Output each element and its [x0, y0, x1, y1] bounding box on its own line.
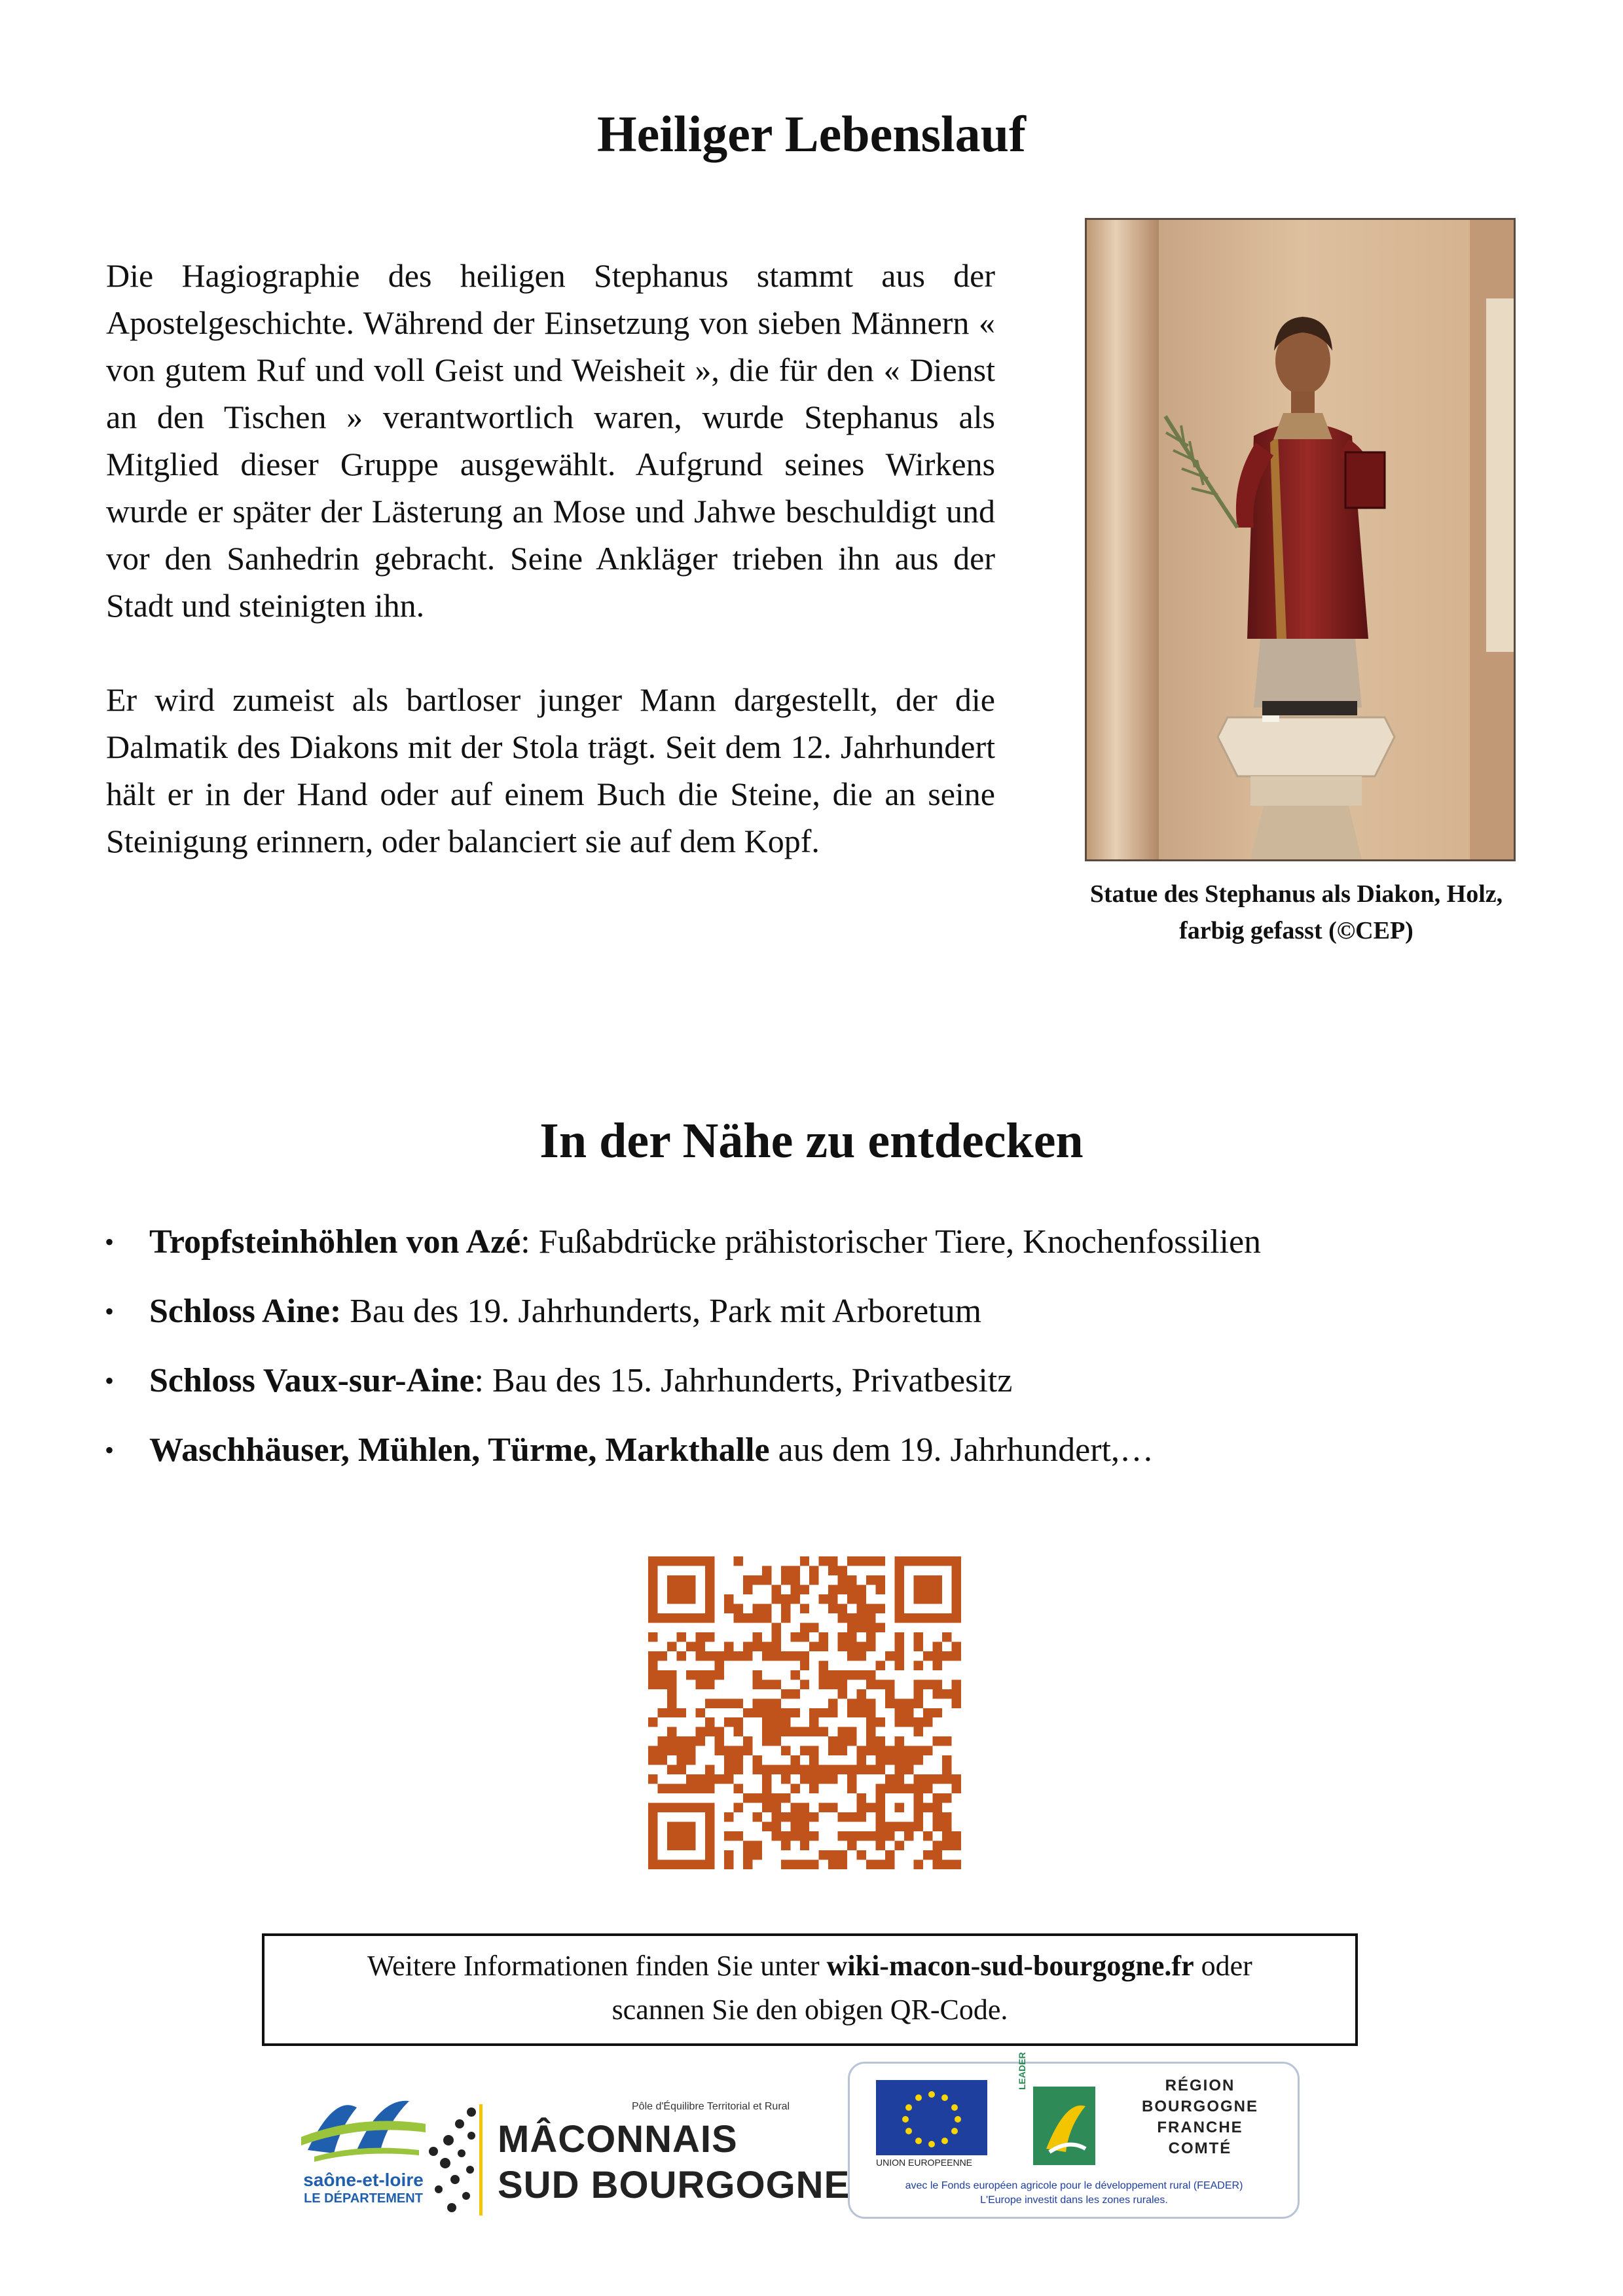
region-line-3: FRANCHE — [1157, 2119, 1243, 2136]
saone-line-1: saône-et-loire — [303, 2170, 424, 2190]
region-logo — [1118, 2075, 1282, 2159]
info-text-after: oder — [1194, 1950, 1252, 1982]
info-line-2: scannen Sie den obigen QR-Code. — [611, 1994, 1008, 2026]
paragraph-2: Er wird zumeist als bartloser junger Mann dargestellt, der die Dalmatik des Diakons mit der Stola trägt. Seit dem 12. Jahrhundert hält er in der Hand oder auf einem Buch die Steine, die an seine Steinigung erinnern, oder balanciert sie auf dem Kopf. — [106, 681, 995, 859]
saone-et-loire-logo — [295, 2088, 432, 2212]
item-name: Waschhäuser, Mühlen, Türme, Markthalle — [149, 1431, 770, 1469]
item-description: aus dem 19. Jahrhundert,… — [769, 1431, 1154, 1469]
nearby-section-title: In der Nähe zu entdecken — [539, 1113, 1084, 1168]
saone-line-2: LE DÉPARTEMENT — [304, 2191, 423, 2206]
caption-line-1: Statue des Stephanus als Diakon, Holz, — [1089, 880, 1503, 908]
info-line-1 — [264, 1944, 1355, 1988]
funding-logos — [848, 2052, 1300, 2219]
page-title: Heiliger Lebenslauf — [596, 105, 1027, 162]
qr-code[interactable] — [648, 1556, 961, 1869]
nearby-list — [105, 1219, 1545, 1496]
statue-photo — [1085, 218, 1516, 861]
website-link[interactable]: wiki-macon-sud-bourgogne.fr — [826, 1950, 1194, 1982]
info-box — [262, 1933, 1358, 2046]
bullet-icon: • — [105, 1366, 115, 1395]
eu-flag-icon — [876, 2080, 987, 2155]
maconnais-sud-bourgogne-logo — [426, 2098, 850, 2215]
pole-label: Pôle d'Équilibre Territorial et Rural — [632, 2101, 790, 2112]
region-line-2: BOURGOGNE — [1141, 2098, 1258, 2115]
item-description: Bau des 19. Jahrhunderts, Park mit Arboretum — [341, 1293, 982, 1330]
maconnais-line-1: MÂCONNAIS — [498, 2118, 738, 2161]
list-item — [105, 1357, 1545, 1427]
info-text: Weitere Informationen finden Sie unter — [367, 1950, 827, 1982]
eu-label: UNION EUROPEENNE — [876, 2157, 973, 2168]
bullet-icon: • — [105, 1435, 115, 1465]
item-name: Schloss Vaux-sur-Aine — [149, 1362, 475, 1399]
maconnais-line-2: SUD BOURGOGNE — [498, 2164, 850, 2206]
item-description: : Fußabdrücke prähistorischer Tiere, Knochenfossilien — [520, 1223, 1262, 1261]
region-line-4: COMTÉ — [1168, 2140, 1232, 2157]
feader-line-2: L'Europe investit dans les zones rurales. — [980, 2195, 1168, 2206]
leader-logo-icon — [1033, 2087, 1095, 2165]
item-description: : Bau des 15. Jahrhunderts, Privatbesitz — [474, 1362, 1013, 1399]
item-name: Tropfsteinhöhlen von Azé — [149, 1223, 521, 1261]
list-item — [105, 1219, 1545, 1288]
list-item — [105, 1427, 1545, 1496]
leader-label: LEADER — [1017, 2052, 1027, 2090]
feader-line-1: avec le Fonds européen agricole pour le développement rural (FEADER) — [905, 2180, 1243, 2191]
bullet-icon: • — [105, 1297, 115, 1326]
paragraph-1: Die Hagiographie des heiligen Stephanus stammt aus der Apostelgeschichte. Während der Einsetzung von sieben Männern « von gutem Ruf und voll Geist und Weisheit », die für den « Dienst an den Tischen » verantwortlich waren, wurde Stephanus als Mitglied dieser Gruppe ausgewählt. Aufgrund seines Wirkens wurde er später der Lästerung an Mose und Jahwe beschuldigt und vor den Sanhedrin gebracht. Seine Ankläger trieben ihn aus der Stadt und steinigten ihn. — [106, 257, 995, 624]
region-line-1: RÉGION — [1165, 2077, 1235, 2094]
caption-line-2: farbig gefasst (©CEP) — [1179, 917, 1413, 944]
biography-text — [106, 252, 995, 865]
list-item — [105, 1288, 1545, 1357]
item-name: Schloss Aine: — [149, 1293, 342, 1330]
bullet-icon: • — [105, 1227, 115, 1257]
photo-caption — [1048, 876, 1545, 949]
